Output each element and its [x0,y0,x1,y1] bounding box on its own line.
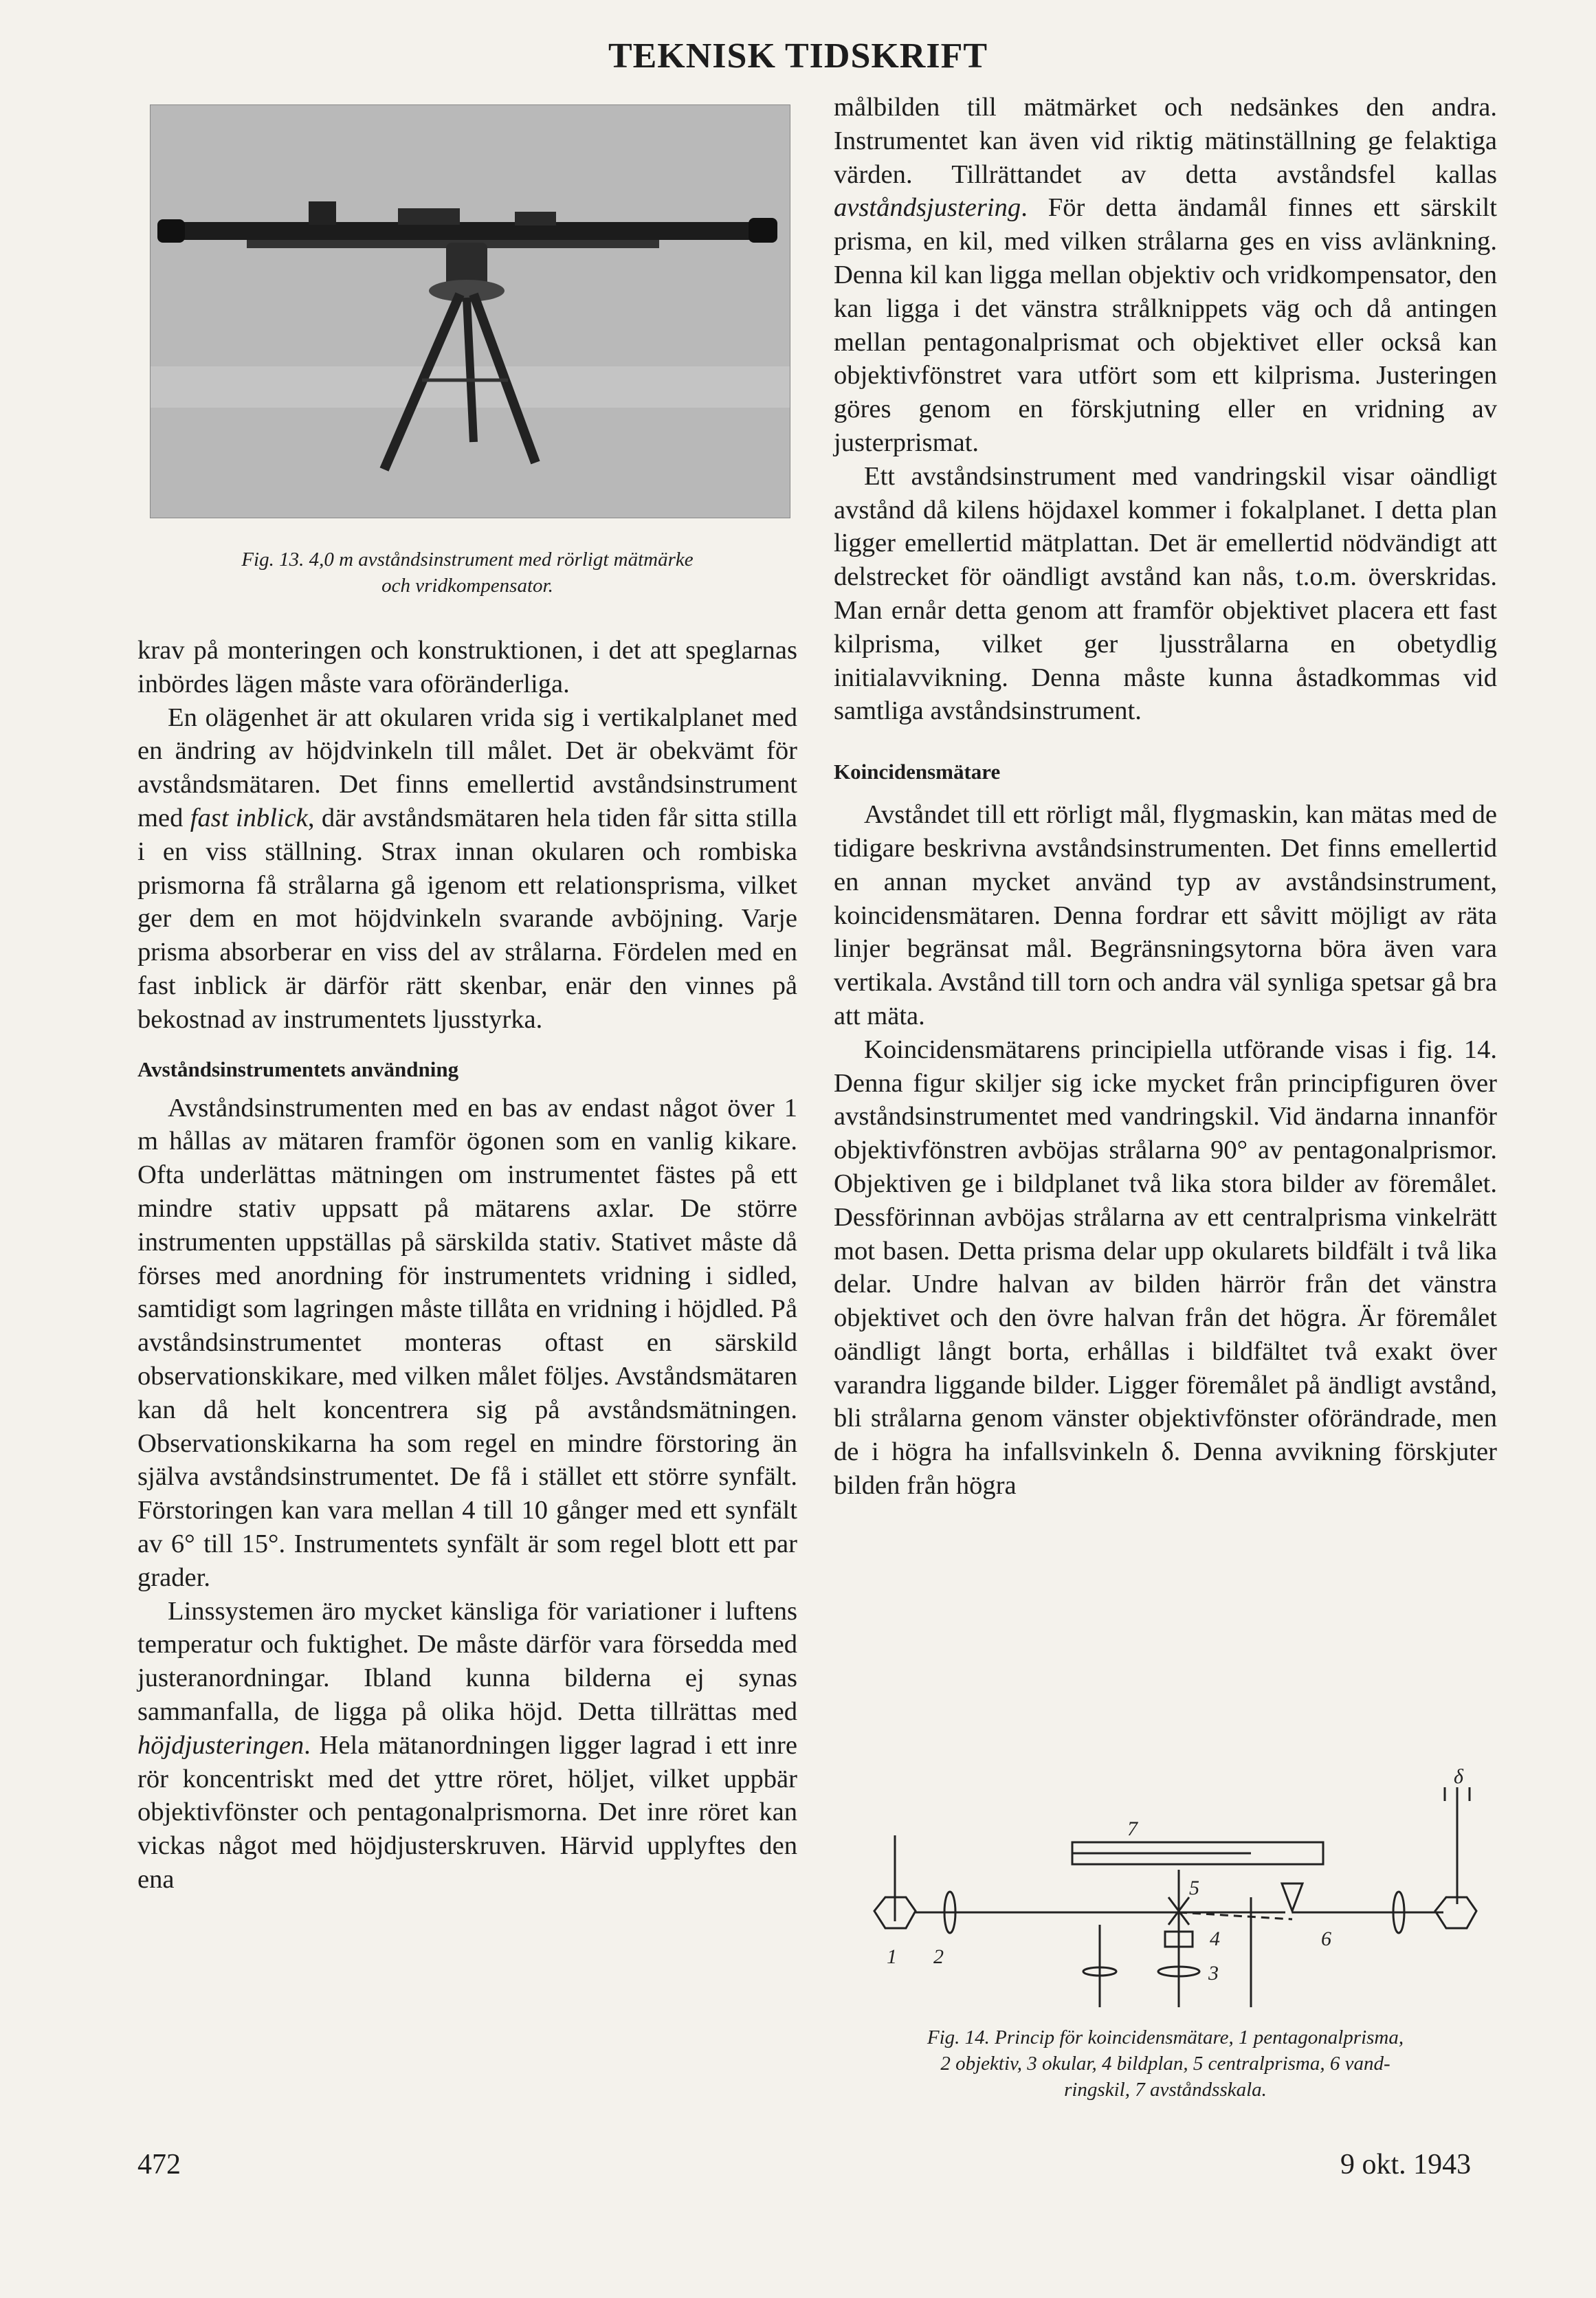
coincidence-rangefinder-diagram [852,1760,1498,2007]
figure-13-caption-line2: och vridkompensator. [381,575,553,597]
journal-title: TEKNISK TIDSKRIFT [608,36,988,76]
paragraph: Avståndsinstrumenten med en bas av endast något över 1 m hållas av mätaren framför ögonen som en vanlig kikare. Ofta underlättas mätningen om instrumentet fästes på ett mindre stativ uppsatt på mätarens axlar. De större instrumenten uppställas på särskilda stativ. Stativet måste då förses med anordning för instrumentets vridning i sidled, samtidigt som lagringen måste tillåta en vridning i höjdled. På avståndsinstrumentet monteras oftast en särskild observationskikare, med vilken målet följes. Avståndsmätaren kan då helt koncentrera sig på avståndsmätningen. Observationskikarna ha som regel en mindre förstoring än själva avståndsinstrumentet. De få i stället ett större synfält. Förstoringen kan vara mellan 4 till 10 gånger med ett synfält av 6° till 15°. Instrumentets synfält är som regel blott ett par grader. [137,1093,798,1592]
figure-14-caption-line2: 2 objektiv, 3 okular, 4 bildplan, 5 centralprisma, 6 vand- [940,2053,1390,2075]
figure-14-caption-line3: ringskil, 7 avståndsskala. [1064,2079,1267,2101]
paragraph: Ett avståndsinstrument med vandringskil visar oändligt avstånd då kilens höjdaxel kommer i fokalplanet. I detta plan ligger emellertid mätplattan. Det är emellertid nödvändigt att delstrecket för oändligt avstånd kan nås, t.o.m. överskridas. Man ernår detta genom att framför objektivet placera ett fast kilprisma, vilket ger ljusstrålarna en obetydlig initialavvikning. Denna måste kunna åstadkommas vid samtliga avståndsinstrument. [834,461,1497,726]
section-heading: Avståndsinstrumentets användning [137,1057,459,1081]
label-7: 7 [1127,1818,1138,1840]
label-3: 3 [1208,1962,1219,1985]
label-4: 4 [1210,1927,1220,1950]
figure-13-caption-line1: Fig. 13. 4,0 m avståndsinstrument med rörligt mätmärke [241,549,694,571]
moving-wedge [1282,1883,1303,1911]
diagram-svg [852,1760,1498,2007]
paragraph: Linssystemen äro mycket känsliga för variationer i luftens temperatur och fuktighet. De måste därför vara försedda med justeranordningar. Ibland kunna bilderna ej synas sammanfalla, de ligga på olika höjd. Detta tillrättas med höjdjusteringen. Hela mätanordningen ligger lagrad i ett inre rör koncentriskt med det yttre röret, höljet, vilket uppbär objektivfönster och pentagonalprismorna. Det inre röret kan vickas något med höjdjusterskruven. Härvid upplyftes den ena [137,1596,797,1894]
paragraph: målbilden till mätmärket och nedsänkes den andra. Instrumentet kan även vid riktig mätinställning ge felaktiga värden. Tillrättandet av detta avståndsfel kallas avståndsjustering. För detta ändamål finnes ett särskilt prisma, en kil, med vilken strålarna ges en viss avlänkning. Denna kil kan ligga mellan objektiv och vridkompensator, den kan ligga i det vänstra strålknippets väg och då antingen mellan pentagonalprismat och objektivet eller också kan objektivfönstret vara utfört som ett kilprisma. Justeringen göres genom en förskjutning eller en vridning av justerprismat. [834,93,1497,457]
paragraph: Koincidensmätarens principiella utförande visas i fig. 14. Denna figur skiljer sig icke mycket från principfiguren över avståndsinstrumentet med vandringskil. Vid ändarna innanför objektivfönstren avböjas strålarna 90° av pentagonalprismor. Objektiven ge i bildplanet två lika stora bilder av föremålet. Dessförinnan avböjas strålarna av ett centralprisma vinkelrätt mot basen. Detta prisma delar upp okularets bildfält i två lika delar. Undre halvan av bilden härrör från det vänstra objektivet och den övre halvan från det högra. Är föremålet oändligt långt borta, erhållas i bildfältet två exakt över varandra liggande bilder. Ligger föremålet på ändligt avstånd, bli strålarna genom vänster objektivfönster oförändrade, men de i högra ha infallsvinkeln δ. Denna avvikning förskjuter bilden från högra [834,1035,1497,1501]
label-1: 1 [887,1945,897,1968]
label-2: 2 [933,1945,944,1968]
label-5: 5 [1189,1877,1199,1899]
right-column [834,91,1497,1503]
page-number: 472 [137,2149,181,2180]
section-heading: Koincidensmätare [834,760,1001,784]
paragraph: krav på monteringen och konstruktionen, i det att speglarnas inbördes lägen måste vara oföränderliga. [137,636,797,698]
issue-date: 9 okt. 1943 [1340,2149,1472,2180]
left-column [137,634,797,1897]
paragraph: Avståndet till ett rörligt mål, flygmaskin, kan mätas med de tidigare beskrivna avståndsinstrumenten. Det finns emellertid en annan mycket använd typ av avståndsinstrument, koincidensmätaren. Denna fordrar ett såvitt möjligt av räta linjer begränsat mål. Begränsningsytorna böra även vara vertikala. Avstånd till torn och andra väl synliga spetsar gå bra att mäta. [834,800,1497,1030]
paragraph: En olägenhet är att okularen vrida sig i vertikalplanet med en ändring av höjdvinkeln till målet. Det är obekvämt för avståndsmätaren. Det finns emellertid avståndsinstrument med fast inblick, där avståndsmätaren hela tiden får sitta stilla i en viss ställning. Strax innan okularen och rombiska prismorna få strålarna gå igenom ett relationsprisma, vilket ger dem en mot höjdvinkeln svarande avböjning. Varje prisma absorberar en viss del av strålarna. Fördelen med en fast inblick är därför rätt skenbar, enär den vinnes på bekostnad av instrumentets ljusstyrka. [137,703,797,1034]
rangefinder-photo [150,104,790,518]
label-delta: δ [1454,1765,1463,1788]
figure-14-caption-line1: Fig. 14. Princip för koincidensmätare, 1 pentagonalprisma, [927,2026,1404,2048]
rangefinder-illustration [151,105,790,518]
label-6: 6 [1321,1927,1331,1950]
